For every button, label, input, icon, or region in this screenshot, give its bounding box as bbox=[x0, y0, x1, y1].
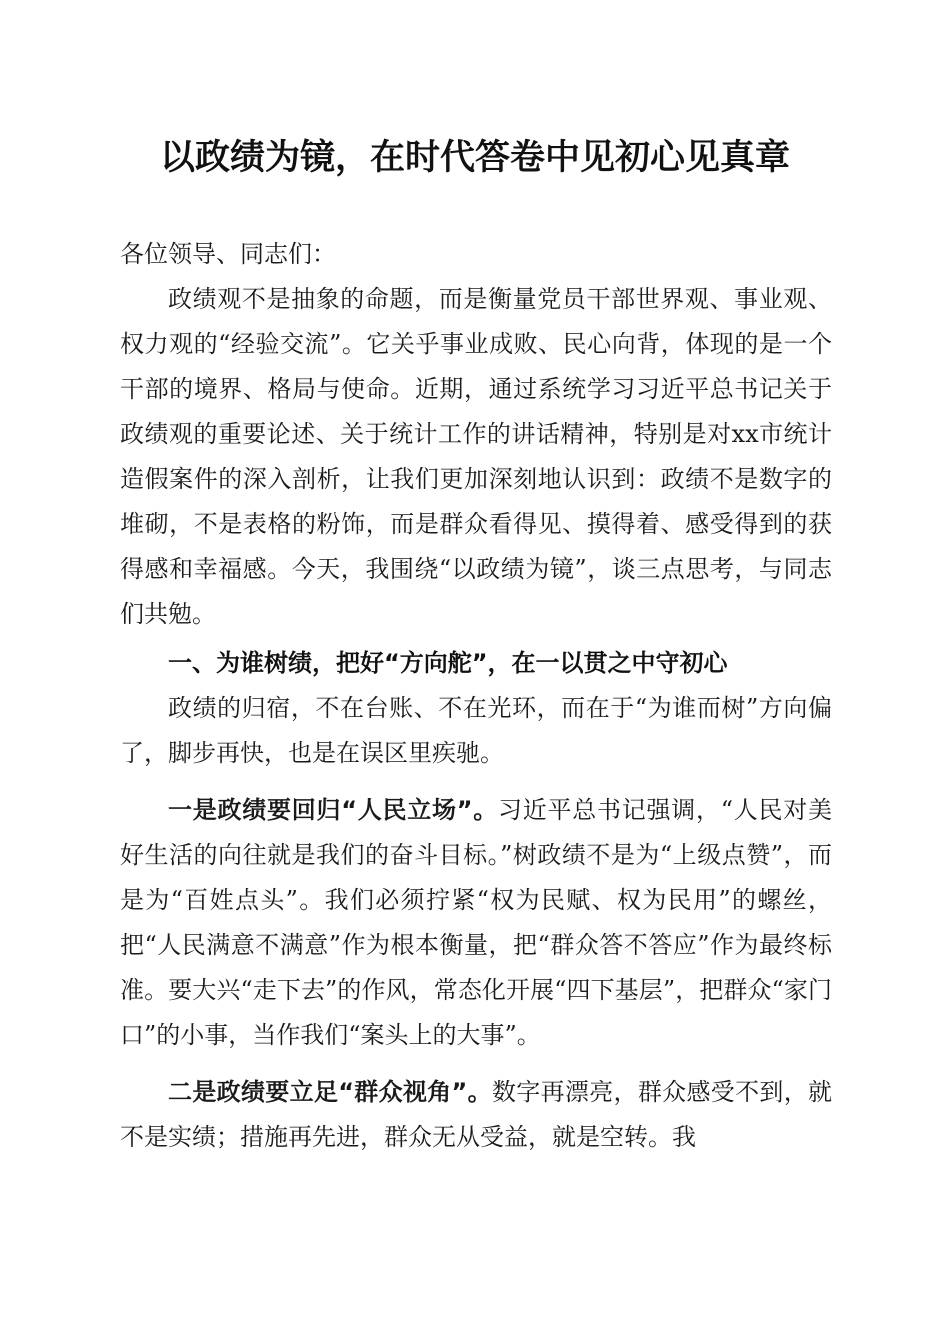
point-text: 数字再漂亮，群众感受不到，就不是实绩；措施再先进，群众无从受益，就是空转。我 bbox=[120, 1078, 833, 1151]
point-paragraph bbox=[120, 1070, 832, 1160]
intro-paragraph: 政绩观不是抽象的命题，而是衡量党员干部世界观、事业观、权力观的“经验交流”。它关乎事业成败、民心向背，体现的是一个干部的境界、格局与使命。近期，通过系统学习习近平总书记关于政绩观的重要论述、关于统计工作的讲话精神，特别是对xx市统计造假案件的深入剖析，让我们更加深刻地认识到：政绩不是数字的堆砌，不是表格的粉饰，而是群众看得见、摸得着、感受得到的获得感和幸福感。今天，我围绕“以政绩为镜”，谈三点思考，与同志们共勉。 bbox=[120, 285, 832, 628]
point-paragraph bbox=[120, 788, 832, 1058]
document-title: 以政绩为镜，在时代答卷中见初心见真章 bbox=[159, 137, 790, 178]
point-text: 习近平总书记强调，“人民对美好生活的向往就是我们的奋斗目标。”树政绩不是为“上级点赞”，而是为“百姓点头”。我们必须拧紧“权为民赋、权为民用”的螺丝，把“人民满意不满意”作为根本衡量，把“群众答不答应”作为最终标准。要大兴“走下去”的作风，常态化开展“四下基层”，把群众“家门口”的小事，当作我们“案头上的大事”。 bbox=[120, 796, 832, 1049]
salutation: 各位领导、同志们： bbox=[120, 240, 336, 268]
section-paragraph: 政绩的归宿，不在台账、不在光环，而在于“为谁而树”方向偏了，脚步再快，也是在误区里疾驰。 bbox=[120, 694, 832, 767]
point-lead: 一是政绩要回归“人民立场”。 bbox=[168, 796, 499, 824]
point-lead: 二是政绩要立足“群众视角”。 bbox=[168, 1078, 492, 1106]
section-heading: 一、为谁树绩，把好“方向舵”，在一以贯之中守初心 bbox=[168, 649, 728, 677]
document-body bbox=[120, 232, 832, 1160]
